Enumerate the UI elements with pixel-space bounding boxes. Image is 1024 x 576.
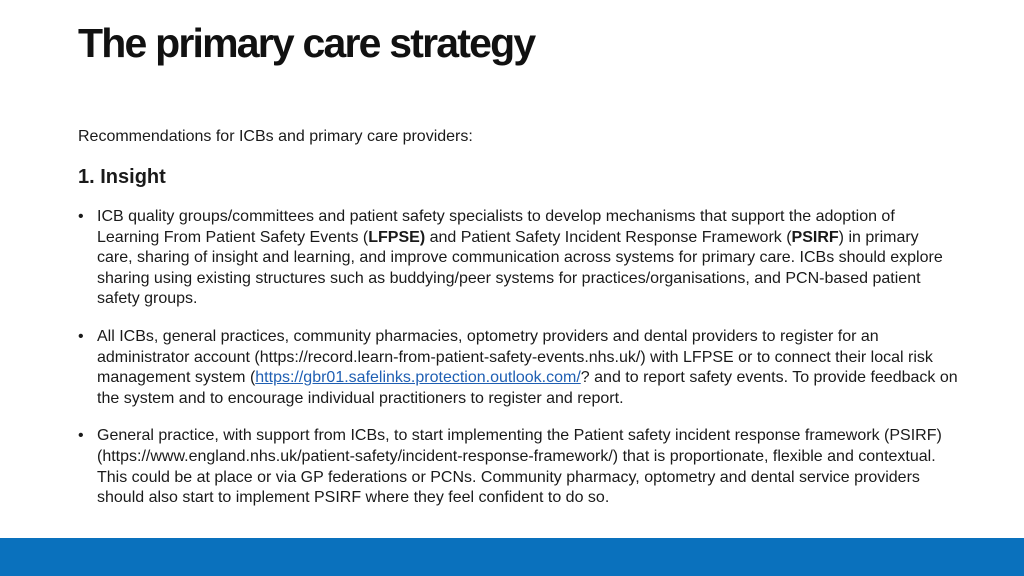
intro-text: Recommendations for ICBs and primary care providers: — [78, 128, 473, 145]
bullet-text: General practice, with support from ICBs, to start implementing the Patient safety incident response framework (PSIRF) (https://www.england.nhs.uk/patient-safety/incident-response-framework/) that is proportionate, flexible and contextual. This could be at place or via GP federations or PCNs. Community pharmacy, optometry and dental service providers should also start to implement PSIRF where they feel confident to do so. — [97, 427, 942, 507]
bullet-text: All ICBs, general practices, community pharmacies, optometry providers and dental providers to register for an administrator account (https://record.learn-from-patient-safety-events.nhs.uk/) with LFPSE or to connect their local risk management system ( — [97, 327, 933, 387]
bullet-text: ICB quality groups/committees and patient safety specialists to develop mechanisms that support the adoption of Learning From Patient Safety Events ( — [97, 208, 895, 246]
bullet-icon: • — [78, 427, 84, 445]
bullet-item-registration — [78, 327, 958, 409]
bullet-icon: • — [78, 208, 84, 225]
slide-title: The primary care strategy — [78, 20, 535, 66]
bullet-item-psirf — [78, 426, 958, 508]
footer-bar — [0, 538, 1024, 576]
section-heading: 1. Insight — [78, 166, 166, 188]
psirf-bold: PSIRF — [791, 228, 839, 246]
bullet-icon: • — [78, 327, 84, 345]
safelinks-link[interactable]: https://gbr01.safelinks.protection.outlook.com/ — [255, 369, 581, 387]
lfpse-bold: LFPSE) — [368, 228, 426, 246]
bullet-item-learning — [78, 207, 958, 310]
bullet-text: and Patient Safety Incident Response Framework ( — [425, 228, 792, 246]
bullet-text: ) in primary care, sharing of insight and learning, and improve communication across systems for primary care. ICBs should explore sharing using existing structures such as buddying/peer systems for practices/organisations, and PCN-based patient safety groups. — [97, 228, 943, 308]
bullet-text: ? and to report safety events. To provide feedback on the system and to encourage individual practitioners to register and report. — [97, 369, 958, 407]
recommendations-list — [78, 207, 958, 526]
